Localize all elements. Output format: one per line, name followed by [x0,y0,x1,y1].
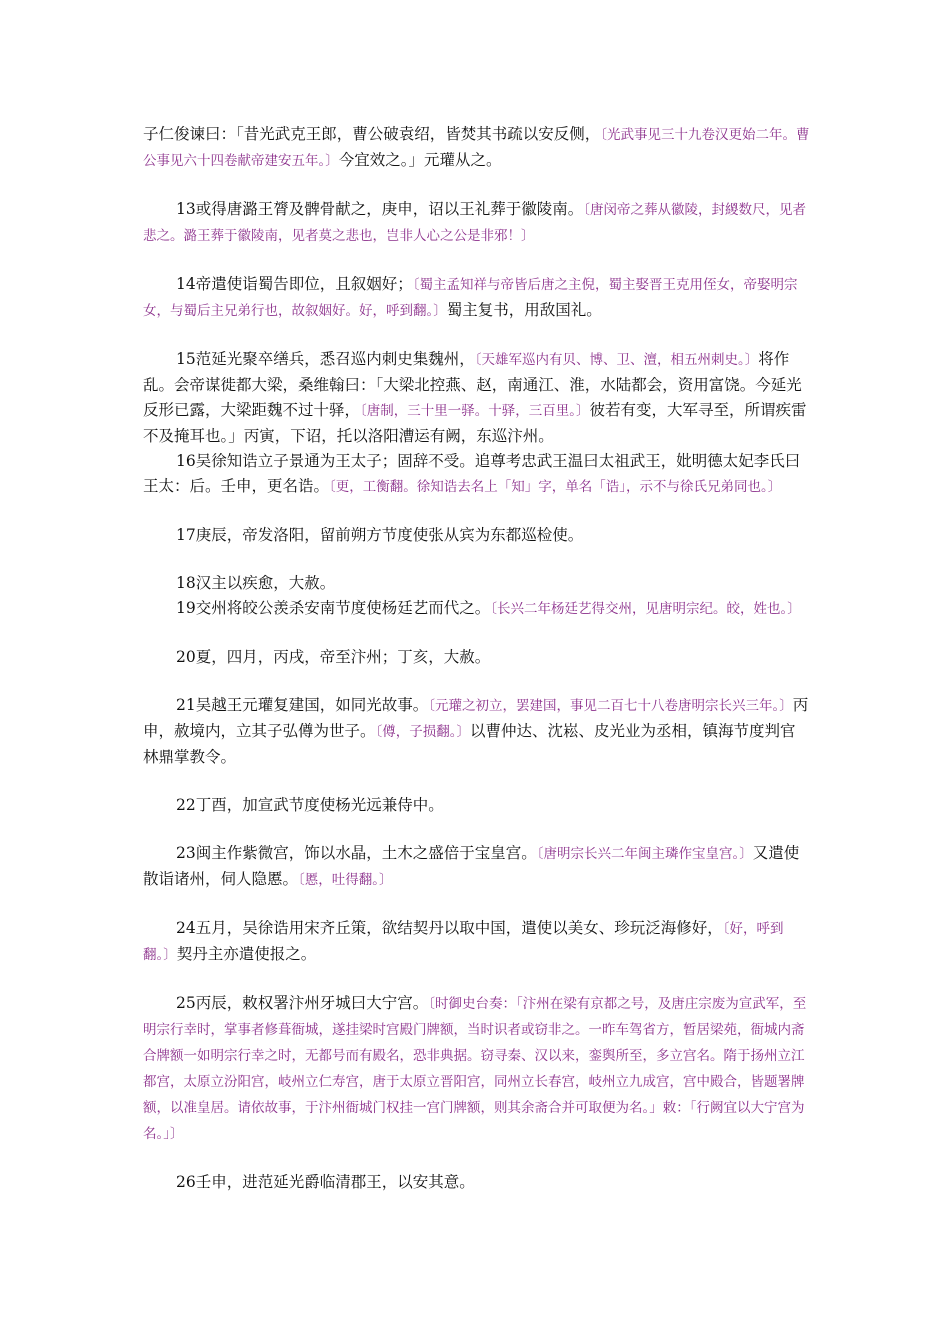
annotation-note: 〔慝，吐得翻。〕 [298,872,393,888]
paragraph-number: 15 [176,350,196,368]
paragraph-15 [143,347,810,449]
paragraph-16 [143,449,810,500]
paragraph-number: 18 [176,574,196,592]
main-text: 将作乱。会帝谋徙都大梁，桑维翰曰：「大梁北控燕、赵，南通江、淮，水陆都会，资用富饶。今延光反形已露，大梁距魏不过十驿， [143,350,802,419]
annotation-note: 〔好，呼到翻。〕 [143,921,784,963]
paragraph-number: 24 [176,919,196,937]
main-text: 丙辰，敕权署汴州牙城曰大宁宫。 [195,994,429,1012]
paragraph-number: 26 [176,1173,196,1191]
paragraph-number: 19 [176,599,196,617]
main-text: 丁酉，加宣武节度使杨光远兼侍中。 [195,796,444,814]
main-text: 帝遣使诣蜀告即位，且叙姻好； [195,275,413,293]
paragraph-24 [143,916,810,968]
main-text: 闽主作紫微宫，饰以水晶，土木之盛倍于宝皇宫。 [195,844,537,862]
annotation-note: 〔蜀主孟知祥与帝皆后唐之主倪，蜀主娶晋王克用侄女，帝娶明宗女，与蜀后主兄弟行也，故叙姻好。好，呼到翻。〕 [143,277,798,319]
paragraph-number: 16 [176,452,196,470]
document-body [143,122,810,1195]
paragraph-number: 22 [176,796,196,814]
paragraph-number: 25 [176,994,196,1012]
paragraph-26 [143,1170,810,1195]
paragraph-20 [143,645,810,670]
main-text: 或得唐潞王膂及髀骨献之，庚申，诏以王礼葬于徽陵南。 [195,200,584,218]
paragraph-number: 21 [176,696,196,714]
annotation-note: 〔元瓘之初立，罢建国，事见二百七十八卷唐明宗长兴三年。〕 [428,698,793,714]
main-text: 吴徐知诰立子景通为王太子；固辞不受。追尊考忠武王温曰太祖武王，妣明德太妃李氏曰王太：后。壬申，更名诰。 [143,452,801,495]
paragraph-13 [143,197,810,249]
main-text: 壬申，进范延光爵临清郡王，以安其意。 [195,1173,475,1191]
paragraph-19 [143,596,810,622]
annotation-note: 〔时御史台奏：「汴州在梁有京都之号，及唐庄宗废为宣武军，至明宗行幸时，掌事者修葺衙城，遂挂梁时宫殿门牌额，当时识者或窃非之。一昨车驾省方，暂居梁苑，衙城内斋合牌额一如明宗行幸之时，无都号而有殿名，恐非典据。窃寻秦、汉以来，銮舆所至，多立宫名。隋于扬州立江都宫，太原立汾阳宫，岐州立仁寿宫，唐于太原立晋阳宫，同州立长春宫，岐州立九成宫，宫中殿合，皆题署牌额，以准皇居。请依故事，于汴州衙城门权挂一宫门牌额，则其余斋合并可取便为名。」敕：「行阙宜以大宁宫为名。」〕 [143,996,807,1142]
paragraph-17 [143,523,810,548]
paragraph-18 [143,571,810,596]
main-text: 汉主以疾愈，大赦。 [195,574,336,592]
paragraph-25 [143,991,810,1147]
paragraph-12-continued [143,122,810,174]
main-text: 五月，吴徐诰用宋齐丘策，欲结契丹以取中国，遣使以美女、珍玩泛海修好， [195,919,723,937]
main-text: 又遣使散诣诸州，伺人隐慝。 [143,844,800,888]
main-text: 以曹仲达、沈崧、皮光业为丞相，镇海节度判官林鼎掌教令。 [143,722,796,766]
annotation-note: 〔唐制，三十里一驿。十驿，三百里。〕 [360,403,590,419]
main-text: 交州将皎公羡杀安南节度使杨廷艺而代之。 [195,599,491,617]
paragraph-23 [143,841,810,893]
paragraph-14 [143,272,810,324]
paragraph-number: 17 [176,526,196,544]
main-text: 子仁俊谏曰：「昔光武克王郎，曹公破袁绍，皆焚其书疏以安反侧， [143,125,601,143]
annotation-note: 〔僔，子损翻。〕 [375,724,471,740]
main-text: 彼若有变，大军寻至，所谓疾雷不及掩耳也。」丙寅，下诏，托以洛阳漕运有阙，东巡汴州。 [143,401,807,445]
annotation-note: 〔更，工衡翻。徐知诰去名上「知」字，单名「诰」，示不与徐氏兄弟同也。〕 [329,479,782,495]
main-text: 蜀主复书，用敌国礼。 [446,301,602,319]
paragraph-number: 14 [176,275,196,293]
main-text: 庚辰，帝发洛阳，留前朔方节度使张从宾为东都巡检使。 [195,526,584,544]
paragraph-number: 20 [176,648,196,666]
main-text: 吴越王元瓘复建国，如同光故事。 [195,696,429,714]
annotation-note: 〔长兴二年杨廷艺得交州，见唐明宗纪。皎，姓也。〕 [490,601,801,617]
annotation-note: 〔光武事见三十九卷汉更始二年。曹公事见六十四卷献帝建安五年。〕 [143,127,810,169]
annotation-note: 〔唐明宗长兴二年闽主璘作宝皇宫。〕 [536,846,753,862]
main-text: 今宜效之。」元瓘从之。 [338,151,502,169]
main-text: 夏，四月，丙戌，帝至汴州；丁亥，大赦。 [195,648,491,666]
annotation-note: 〔唐闵帝之葬从徽陵，封緵数尺，见者悲之。潞王葬于徽陵南，见者莫之悲也，岂非人心之公是非邪！〕 [143,202,806,244]
annotation-note: 〔天雄军巡内有贝、博、卫、澶，相五州刺史。〕 [474,352,759,368]
main-text: 契丹主亦遣使报之。 [176,945,317,963]
paragraph-number: 13 [176,200,196,218]
paragraph-22 [143,793,810,818]
paragraph-number: 23 [176,844,196,862]
main-text: 丙申，赦境内，立其子弘僔为世子。 [143,696,809,740]
paragraph-21 [143,693,810,770]
main-text: 范延光聚卒缮兵，悉召巡内刺史集魏州， [195,350,475,368]
